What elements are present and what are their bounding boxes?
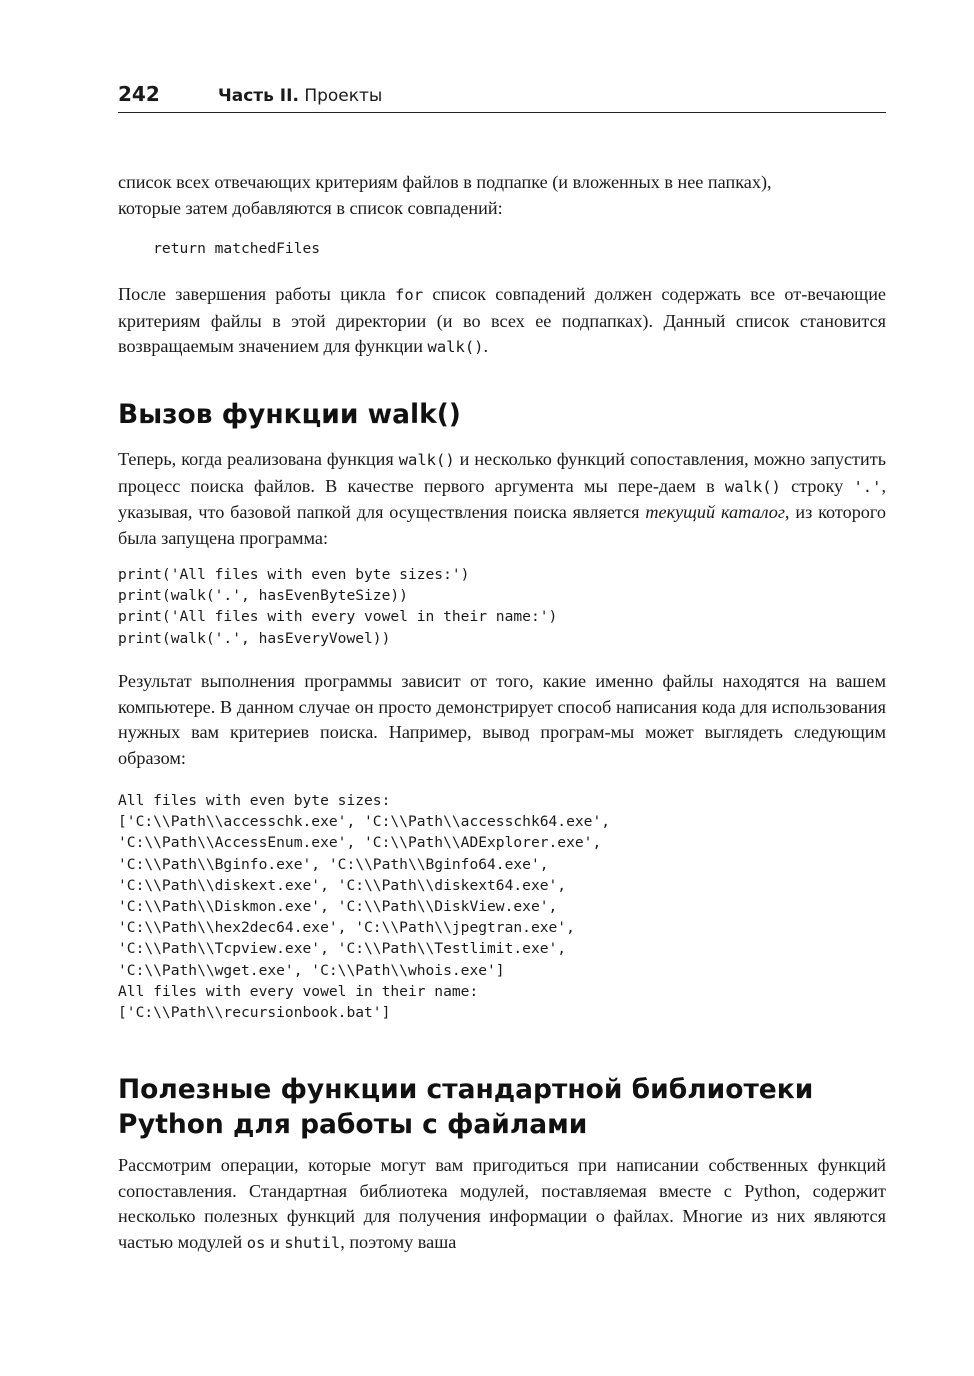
text: , указывая, что базовой папкой для осуществления поиска является [118,475,886,522]
inline-code: os [246,1233,266,1252]
text: Рассмотрим операции, которые могут вам пригодиться при написании собственных функций сопоставления. Стандартная библиотека модулей, поставляемая вместе с Python, содержит несколько полезных функций для получения информации о файлах. Многие из них являются частью модулей [118,1155,886,1252]
part-label: Часть II. [218,86,299,106]
code-block-1 [118,238,886,259]
text: строку [780,475,854,496]
code-print-walk: print('All files with even byte sizes:') print(walk('.', hasEvenByteSize)) print('All files with every vowel in their name:') print(walk('.', hasEveryVowel)) [118,566,558,647]
text: , поэтому ваша [340,1231,457,1252]
paragraph-3 [118,447,886,551]
part-name: Проекты [304,86,383,106]
text: . [483,336,489,356]
inline-code: walk() [724,477,781,496]
heading-walk-call: Вызов функции walk() [118,399,461,430]
code-block-3 [118,790,886,1023]
text: список совпадений должен содержать все от-вечающие критериям файлы в этой директории (и во всех ее подпапках). Данный список становится возвращаемым значением для функции [118,284,886,356]
section-heading-2 [118,1072,886,1142]
emphasis: текущий каталог [645,502,785,522]
paragraph-4-text: Результат выполнения программы зависит от того, какие именно файлы находятся на вашем компьютере. В данном случае он просто демонстрирует способ написания кода для использования нужных вам критериев поиска. Например, вывод програм-мы может выглядеть следующим образом: [118,671,886,768]
section-heading-1 [118,397,886,432]
paragraph-4 [118,669,886,771]
paragraph-1-line-2: которые затем добавляются в список совпадений: [118,197,503,218]
inline-code: shutil [284,1233,341,1252]
part-title [218,86,382,106]
text: После завершения работы цикла [118,284,396,304]
text: и [265,1231,285,1252]
running-header [118,82,886,113]
inline-code: '.' [853,477,882,496]
page-number: 242 [118,82,160,106]
text: , из которого была запущена программа: [118,502,886,548]
paragraph-2 [118,282,886,361]
paragraph-1 [118,170,886,221]
text: и несколько функций сопоставления, можно запустить процесс поиска файлов. В качестве первого аргумента мы пере-даем в [118,449,886,496]
heading-line-1: Полезные функции стандартной библиотеки [118,1074,814,1105]
heading-line-2: Python для работы с файлами [118,1109,588,1140]
code-output: All files with even byte sizes: ['C:\\Path\\accesschk.exe', 'C:\\Path\\accesschk64.exe', 'C:\\Path\\AccessEnum.exe', 'C:\\Path\\ADExplorer.exe', 'C:\\Path\\Bginfo.exe', 'C:\\Path\\Bginfo64.exe', 'C:\\Path\\diskext.exe', 'C:\\Path\\diskext64.exe', 'C:\\Path\\Diskmon.exe', 'C:\\Path\\DiskView.exe', 'C:\\Path\\hex2dec64.exe', 'C:\\Path\\jpegtran.exe', 'C:\\Path\\Tcpview.exe', 'C:\\Path\\Testlimit.exe', 'C:\\Path\\wget.exe', 'C:\\Path\\whois.exe'] All files with every vowel in their name: ['C:\\Path\\recursionbook.bat'] [118,792,611,1022]
inline-code: walk() [427,338,484,356]
code-block-2 [118,564,886,649]
heading-stdlib-functions [118,1072,886,1142]
code-return: return matchedFiles [118,240,321,257]
book-page [118,82,886,1252]
paragraph-5 [118,1153,886,1256]
inline-code: walk() [398,451,455,469]
paragraph-1-line-1: список всех отвечающих критериям файлов в подпапке (и вложенных в нее папках), [118,172,772,192]
inline-code: for [395,286,424,304]
text: Теперь, когда реализована функция [118,449,399,469]
